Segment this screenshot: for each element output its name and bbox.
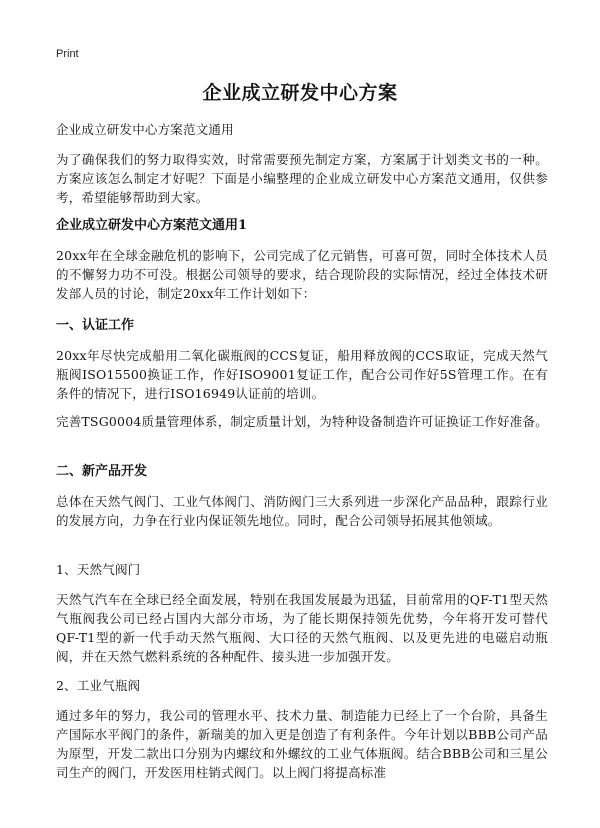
paragraph-3: 完善TSG0004质量管理体系，制定质量计划，为特种设备制造许可证换证工作好准备。 (56, 414, 548, 429)
paragraph-4: 总体在天然气阀门、工业气体阀门、消防阀门三大系列进一步深化产品品种，跟踪行业的发展方向，力争在行业内保证领先地位。同时，配合公司领导拓展其他领域。 (56, 494, 548, 528)
subheading-industrial-valve: 2、工业气瓶阀 (56, 678, 141, 693)
page-title: 企业成立研发中心方案 (202, 82, 398, 104)
subheading-natural-gas-valve: 1、天然气阀门 (56, 562, 141, 577)
paragraph-2: 20xx年尽快完成船用二氧化碳瓶阀的CCS复证，船用释放阀的CCS取证，完成天然气瓶阀ISO15500换证工作，作好ISO9001复证工作，配合公司作好5S管理工作。在有条件的情况下，进行ISO16949认证前的培训。 (56, 348, 548, 401)
paragraph-5: 天然气汽车在全球已经全面发展，特别在我国发展最为迅猛，目前常用的QF-T1型天然气瓶阀我公司已经占国内大部分市场，为了能长期保持领先优势，今年将开发可替代QF-T1型的新一代手动天然气瓶阀、大口径的天然气瓶阀、以及更先进的电磁启动瓶阀，并在天然气燃料系统的各种配件、接头进一步加强开发。 (56, 592, 548, 664)
document-subtitle: 企业成立研发中心方案范文通用 (56, 122, 234, 137)
print-label: Print (56, 48, 79, 60)
paragraph-6: 通过多年的努力，我公司的管理水平、技术力量、制造能力已经上了一个台阶，具备生产国际水平阀门的条件，新瑞美的加入更是创造了有利条件。今年计划以BBB公司产品为原型，开发二款出口分别为内螺纹和外螺纹的工业气体瓶阀。结合BBB公司和三星公司生产的阀门，开发医用柱销式阀门。以上阀门将提高标准 (56, 708, 548, 780)
intro-paragraph: 为了确保我们的努力取得实效，时常需要预先制定方案，方案属于计划类文书的一种。方案应该怎么制定才好呢？下面是小编整理的企业成立研发中心方案范文通用，仅供参考，希望能够帮助到大家。 (56, 152, 548, 205)
heading-certification: 一、认证工作 (56, 318, 135, 333)
paragraph-1: 20xx年在全球金融危机的影响下，公司完成了亿元销售，可喜可贺，同时全体技术人员的不懈努力功不可没。根据公司领导的要求，结合现阶段的实际情况，经过全体技术研发部人员的讨论，制定20xx年工作计划如下： (56, 248, 548, 301)
section-title: 企业成立研发中心方案范文通用1 (56, 218, 248, 233)
heading-new-products: 二、新产品开发 (56, 464, 148, 479)
